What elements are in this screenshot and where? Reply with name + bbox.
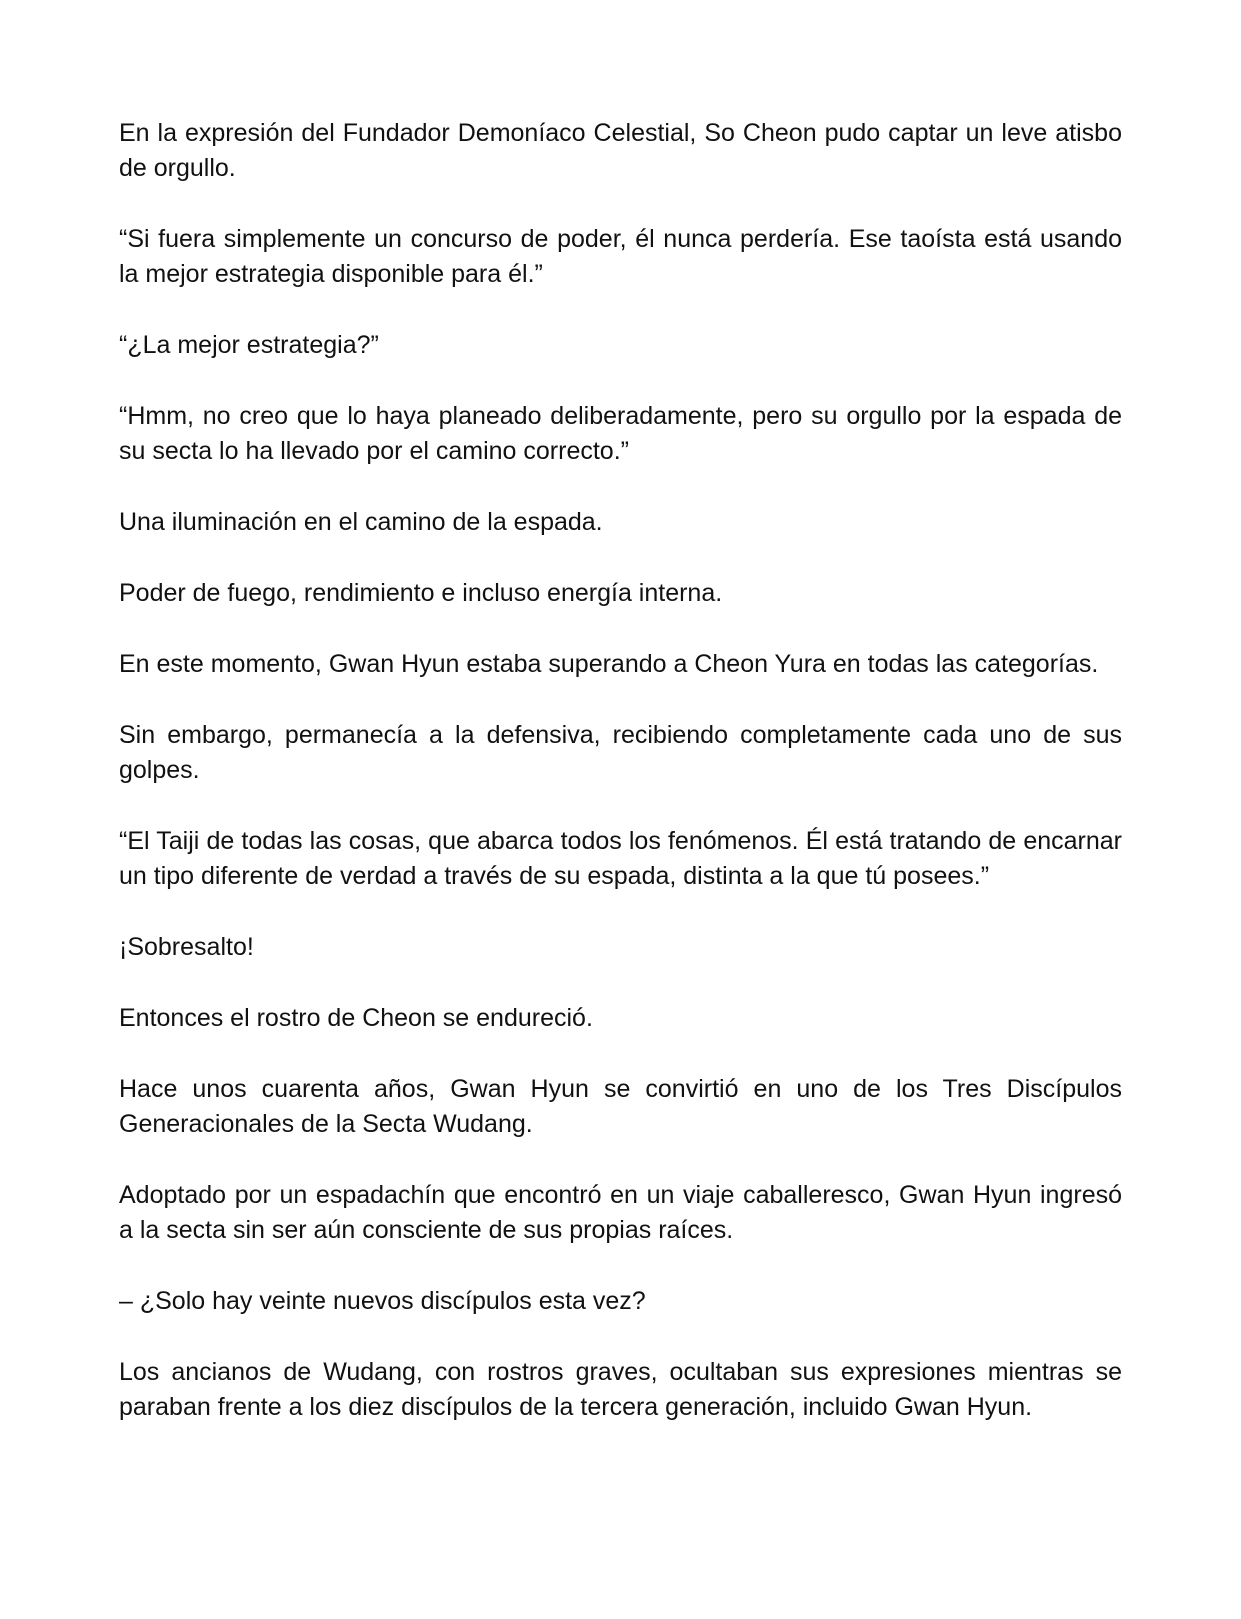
paragraph: Poder de fuego, rendimiento e incluso energía interna.	[119, 579, 723, 607]
paragraph: Entonces el rostro de Cheon se endureció.	[119, 1004, 593, 1032]
paragraph: “¿La mejor estrategia?”	[119, 331, 379, 359]
paragraph: “Si fuera simplemente un concurso de poder, él nunca perdería. Ese taoísta está usando la mejor estrategia disponible para él.”	[119, 225, 1122, 288]
paragraph: Los ancianos de Wudang, con rostros graves, ocultaban sus expresiones mientras se paraban frente a los diez discípulos de la tercera generación, incluido Gwan Hyun.	[119, 1358, 1122, 1421]
document-page	[119, 116, 1122, 1425]
paragraph: Una iluminación en el camino de la espada.	[119, 508, 603, 536]
paragraph: Hace unos cuarenta años, Gwan Hyun se convirtió en uno de los Tres Discípulos Generacionales de la Secta Wudang.	[119, 1075, 1122, 1138]
paragraph: Adoptado por un espadachín que encontró en un viaje caballeresco, Gwan Hyun ingresó a la secta sin ser aún consciente de sus propias raíces.	[119, 1181, 1122, 1244]
paragraph: “Hmm, no creo que lo haya planeado deliberadamente, pero su orgullo por la espada de su secta lo ha llevado por el camino correcto.”	[119, 402, 1122, 465]
paragraph: En la expresión del Fundador Demoníaco Celestial, So Cheon pudo captar un leve atisbo de orgullo.	[119, 119, 1122, 182]
paragraph: Sin embargo, permanecía a la defensiva, recibiendo completamente cada uno de sus golpes.	[119, 721, 1122, 784]
paragraph: ¡Sobresalto!	[119, 933, 254, 961]
paragraph: “El Taiji de todas las cosas, que abarca todos los fenómenos. Él está tratando de encarnar un tipo diferente de verdad a través de su espada, distinta a la que tú posees.”	[119, 827, 1122, 890]
paragraph: – ¿Solo hay veinte nuevos discípulos esta vez?	[119, 1287, 646, 1315]
paragraph: En este momento, Gwan Hyun estaba superando a Cheon Yura en todas las categorías.	[119, 650, 1099, 678]
